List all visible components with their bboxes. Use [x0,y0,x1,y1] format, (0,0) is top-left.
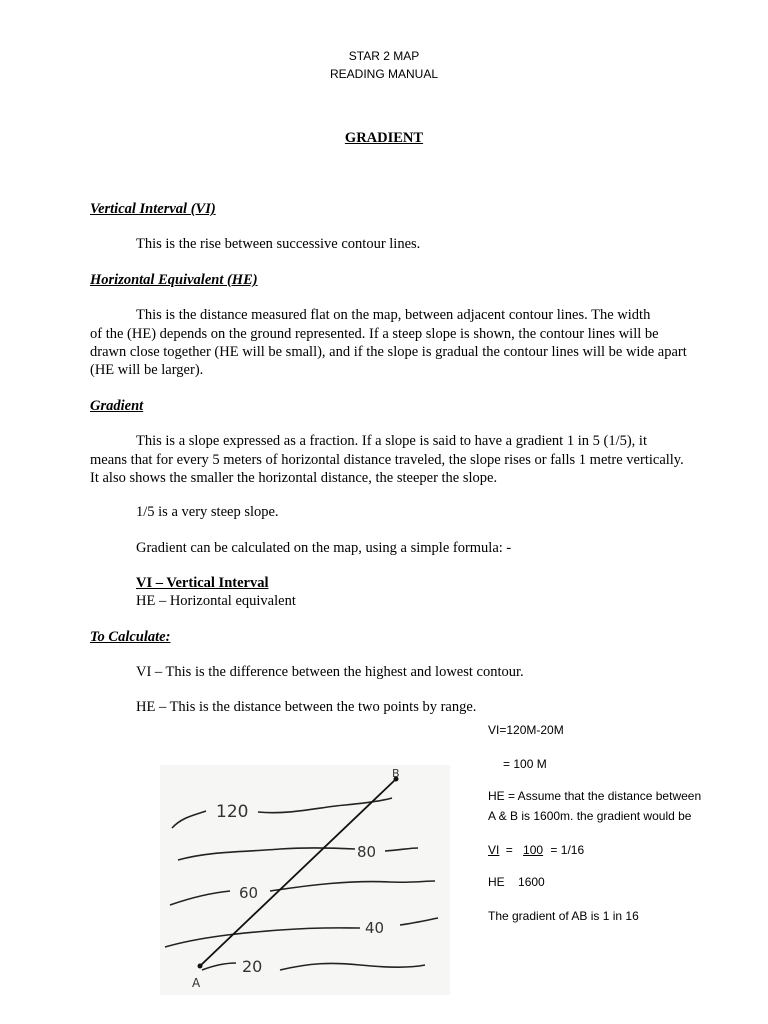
manual-subtitle: READING MANUAL [329,67,439,81]
contour-label-40: 40 [365,919,385,937]
contour-label-120: 120 [216,802,249,822]
vi-heading: Vertical Interval (VI) [90,201,216,217]
gradient-paragraph-body: means that for every 5 meters of horizontal distance traveled, the slope rises or falls 1 metre vertically. It also shows the smaller the horizontal distance, the steeper the slope. [90,452,684,487]
he-paragraph-first-line: This is the distance measured flat on the map, between adjacent contour lines. The width [136,307,651,323]
fraction-vi-label: VI [488,843,500,857]
contour-label-80: 80 [357,843,377,861]
fraction-equals: = [505,843,513,857]
vi-result: = 100 M [503,757,547,771]
fraction-denominator: 1600 [518,875,545,889]
contour-map-sketch [160,765,450,995]
vi-definition: This is the rise between successive contour lines. [136,236,421,252]
gradient-fraction-row [488,843,584,857]
page-title: GRADIENT [344,130,424,146]
vi-abbreviation: VI – Vertical Interval [136,575,269,591]
contour-label-20: 20 [242,957,263,976]
point-b-label: B [392,767,400,780]
gradient-conclusion: The gradient of AB is 1 in 16 [488,909,639,923]
gradient-heading: Gradient [90,398,144,414]
he-paragraph-body: of the (HE) depends on the ground represented. If a steep slope is shown, the contour lines will be drawn close together (HE will be small), and if the slope is gradual the contour lines will be wide apart (HE will be larger). [90,326,687,379]
fraction-result: = 1/16 [550,843,585,857]
gradient-paragraph-first-line: This is a slope expressed as a fraction. If a slope is said to have a gradient 1 in 5 (1/5), it [136,433,647,449]
fraction-denominator-row [488,875,545,889]
vi-subtraction: VI=120M-20M [488,723,564,737]
he-assumption-line2: A & B is 1600m. the gradient would be [488,809,692,823]
fraction-he-label: HE [488,875,505,889]
manual-series-title: STAR 2 MAP [348,49,420,63]
sketch-background [160,765,450,995]
he-assumption-line1: HE = Assume that the distance between [488,789,702,803]
contour-label-60: 60 [239,884,259,902]
he-heading: Horizontal Equivalent (HE) [90,272,258,288]
fraction-numerator: 100 [523,843,544,857]
point-a-marker [198,964,203,969]
he-abbreviation: HE – Horizontal equivalent [136,593,296,609]
formula-intro: Gradient can be calculated on the map, using a simple formula: - [136,540,512,556]
vi-calculation-text: VI – This is the difference between the highest and lowest contour. [136,664,524,680]
steep-slope-note: 1/5 is a very steep slope. [136,504,279,520]
point-a-label: A [192,976,201,990]
he-calculation-text: HE – This is the distance between the two points by range. [136,699,477,715]
calculate-heading: To Calculate: [90,629,171,645]
